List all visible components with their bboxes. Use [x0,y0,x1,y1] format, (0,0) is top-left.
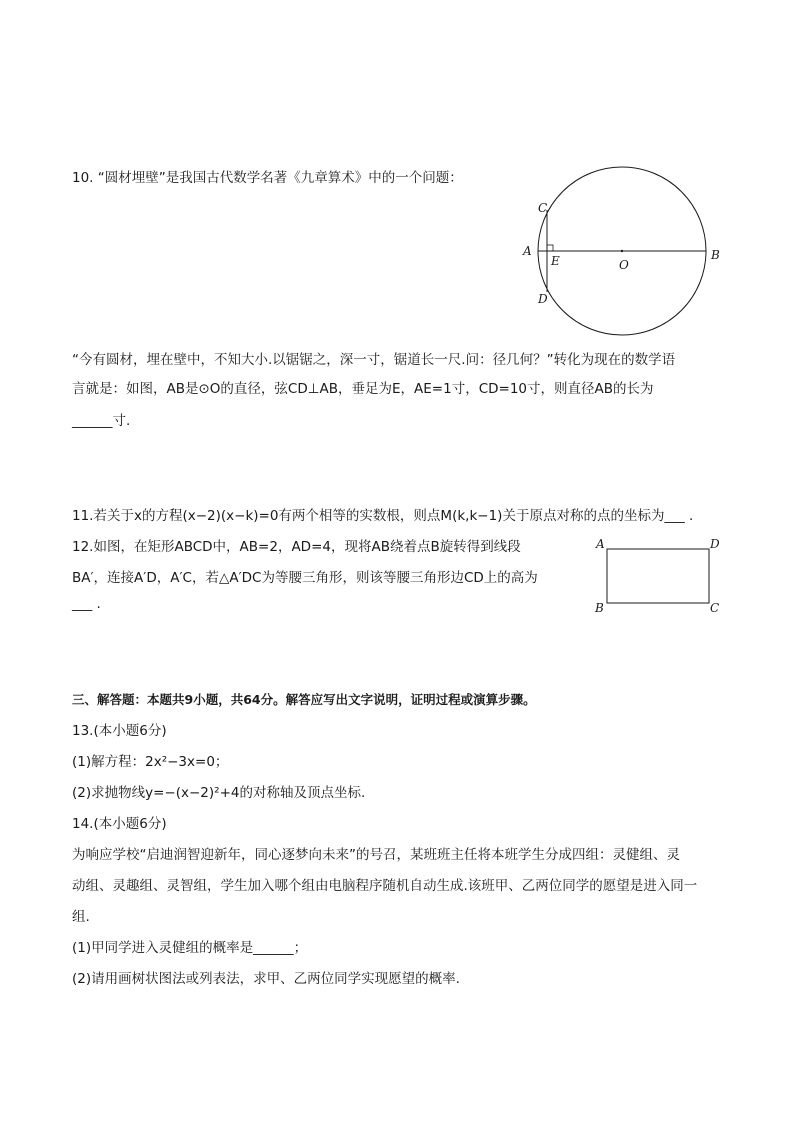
q10-line2: 言就是：如图，AB是⊙O的直径，弦CD⊥AB，垂足为E，AE=1寸，CD=10寸，则直径AB的长为 [72,381,654,397]
q14-title: 14.(本小题6分) [72,816,167,832]
rectangle-abcd [607,549,709,603]
q14-part1: (1)甲同学进入灵健组的概率是______； [72,940,308,956]
q13-title: 13.(本小题6分) [72,723,167,739]
label-c: C [538,201,548,215]
q13-part1: (1)解方程：2x²−3x=0； [72,754,229,770]
label-o: O [619,258,629,272]
label-b: B [711,248,720,262]
label-e: E [551,254,560,268]
rect-label-d: D [710,537,720,551]
section3-heading: 三、解答题：本题共9小题，共64分。解答应写出文字说明，证明过程或演算步骤。 [72,692,536,707]
rect-label-b: B [595,601,604,615]
label-a: A [523,244,532,258]
q12-line2: BA′，连接A′D，A′C，若△A′DC为等腰三角形，则该等腰三角形边CD上的高为 [72,570,538,586]
q14-line1: 为响应学校“启迪润智迎新年，同心逐梦向未来”的号召，某班班主任将本班学生分成四组：灵健组、灵 [72,847,680,863]
right-angle-mark [547,245,553,251]
rect-label-c: C [710,601,720,615]
rect-label-a: A [596,537,605,551]
q12-line1: 12.如图，在矩形ABCD中，AB=2，AD=4，现将AB绕着点B旋转得到线段 [72,539,521,555]
q14-line3: 组. [72,909,90,925]
q10-circle-figure [515,165,725,340]
q14-line2: 动组、灵趣组、灵智组，学生加入哪个组由电脑程序随机自动生成.该班甲、乙两位同学的愿望是进入同一 [72,878,698,894]
label-d: D [538,292,548,306]
q11-line: 11.若关于x的方程(x−2)(x−k)=0有两个相等的实数根，则点M(k,k−1)关于原点对称的点的坐标为___ . [72,508,694,524]
q10-line1: “今有圆材，埋在壁中，不知大小.以锯锯之，深一寸，锯道长一尺.问：径几何？”转化为现在的数学语 [72,352,676,368]
q14-part2: (2)请用画树状图法或列表法，求甲、乙两位同学实现愿望的概率. [72,971,460,987]
q12-line3: ___ . [72,596,101,612]
center-o-dot [621,250,623,252]
q10-intro: 10. “圆材埋壁”是我国古代数学名著《九章算术》中的一个问题： [72,170,463,186]
q10-line3: ______寸. [72,413,131,429]
q13-part2: (2)求抛物线y=−(x−2)²+4的对称轴及顶点坐标. [72,785,366,801]
q12-rectangle-figure [590,532,725,617]
